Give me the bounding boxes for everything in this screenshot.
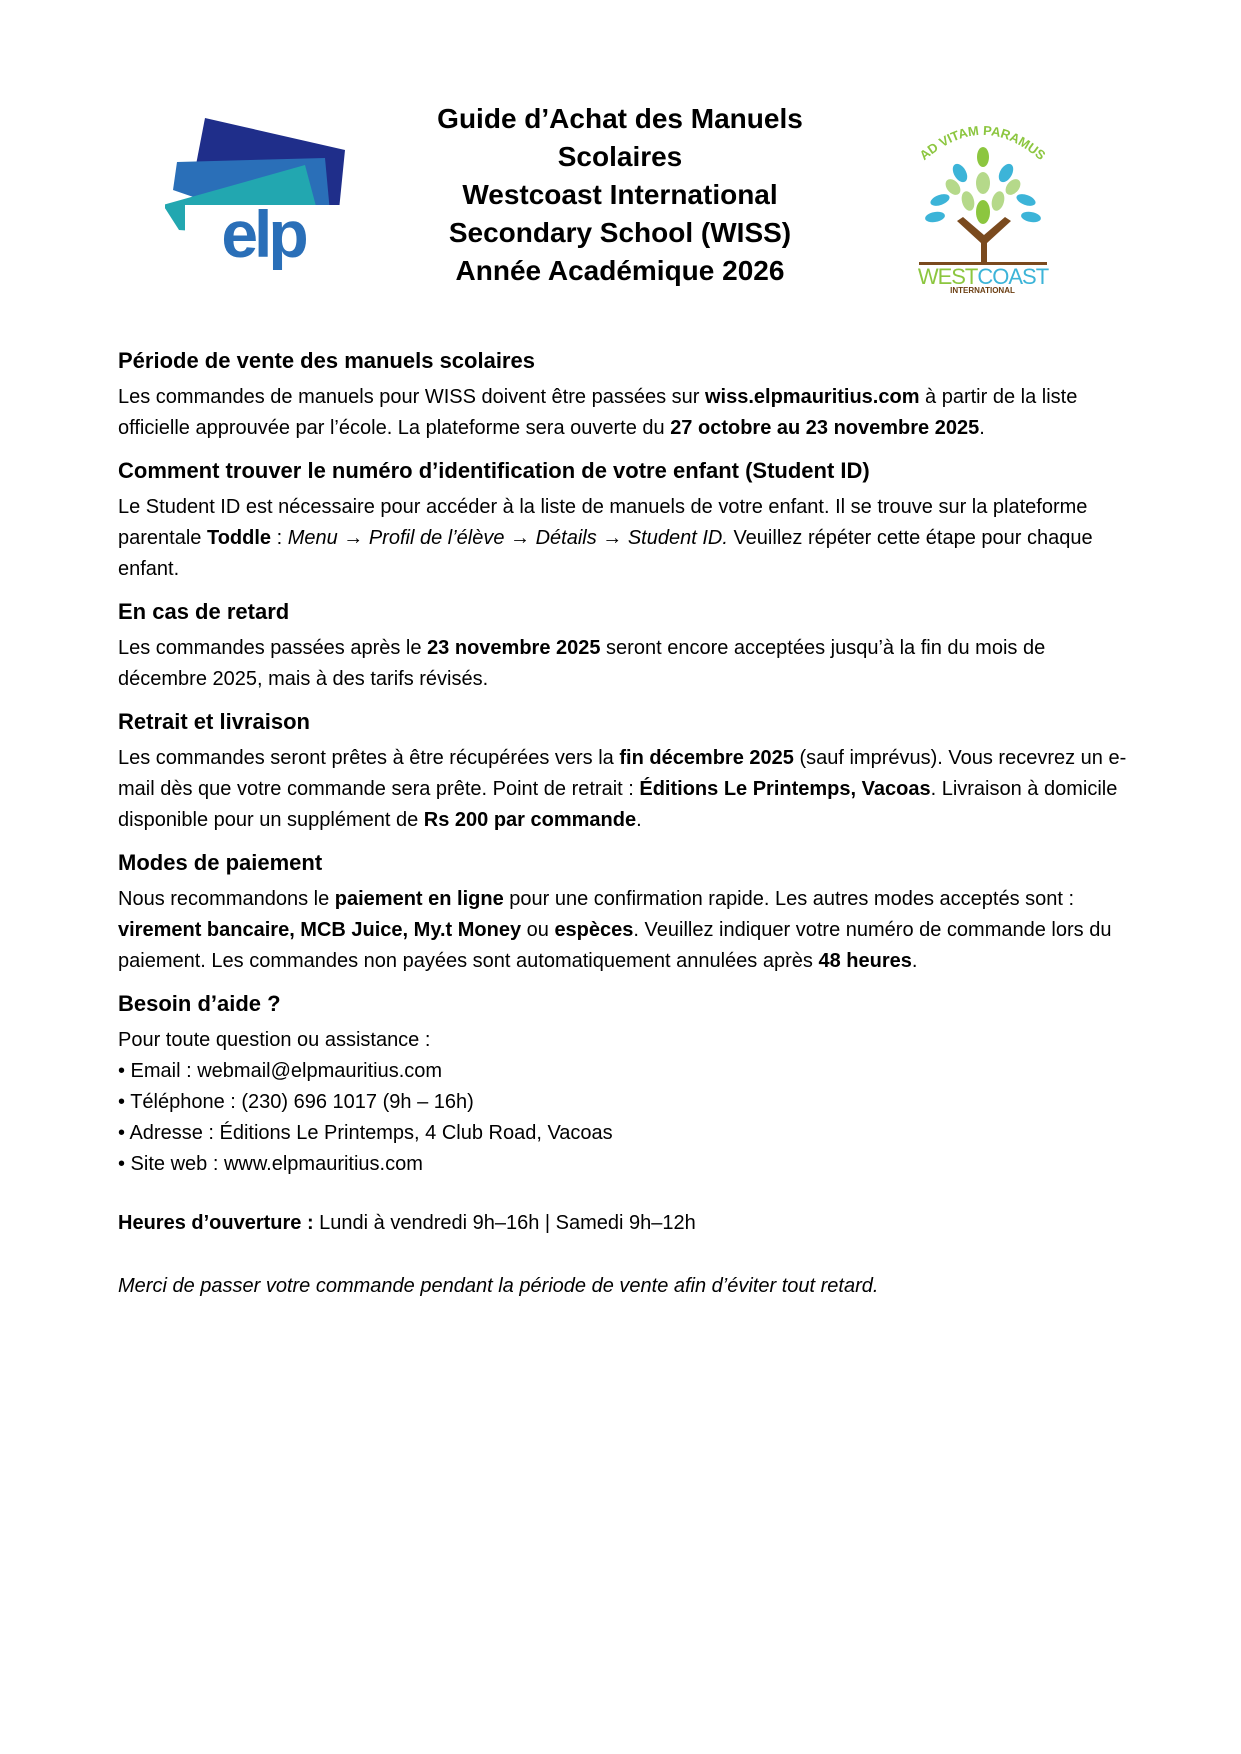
westcoast-tree-logo-icon [905, 115, 1060, 290]
navigation-path: Menu → Profil de l’élève → Détails → Student ID. [287, 527, 728, 549]
school-motto: AD VITAM PARAMUS [916, 122, 1049, 163]
section-paragraph: Le Student ID est nécessaire pour accéder à la liste de manuels de votre enfant. Il se trouve sur la plateforme parentale Toddle : Menu → Profil de l’élève → Détails → Student ID. Veuillez répéter cette étape pour chaque enfant. [118, 496, 1093, 580]
section-paragraph: Les commandes de manuels pour WISS doivent être passées sur wiss.elpmauritius.com à partir de la liste officielle approuvée par l’école. La plateforme sera ouverte du 27 octobre au 23 novembre 2025. [118, 386, 1078, 439]
section-heading: Besoin d’aide ? [118, 991, 281, 1016]
cash-payment: espèces [554, 919, 634, 941]
section-late-orders [118, 597, 1128, 695]
section-student-id [118, 456, 1128, 585]
title-line-1: Guide d’Achat des Manuels [437, 103, 803, 134]
section-pickup-delivery [118, 707, 1128, 836]
title-line-2: Scolaires [557, 141, 683, 172]
section-heading: En cas de retard [118, 599, 290, 624]
sale-dates: 27 octobre au 23 novembre 2025 [670, 417, 980, 439]
section-paragraph: Les commandes seront prêtes à être récupérées vers la fin décembre 2025 (sauf imprévus). Vous recevrez un e-mail dès que votre commande sera prête. Point de retrait : Éditions Le Printemps, Vacoas. Livraison à domicile disponible pour un supplément de Rs 200 par commande. [118, 747, 1127, 831]
title-line-4: Secondary School (WISS) [448, 217, 792, 248]
opening-hours [118, 1208, 1128, 1239]
contact-website[interactable]: • Site web : www.elpmauritius.com [118, 1153, 423, 1175]
document-body [118, 346, 1128, 1302]
section-heading: Période de vente des manuels scolaires [118, 348, 535, 373]
elp-logo-icon [165, 110, 355, 270]
deadline-date: 23 novembre 2025 [427, 637, 601, 659]
cancellation-delay: 48 heures [818, 950, 912, 972]
store-url[interactable]: wiss.elpmauritius.com [704, 386, 920, 408]
title-line-5: Année Académique 2026 [455, 255, 785, 286]
help-intro: Pour toute question ou assistance : [118, 1029, 431, 1051]
pickup-location: Éditions Le Printemps, Vacoas [639, 778, 931, 800]
school-name-line2: INTERNATIONAL [950, 286, 1015, 295]
section-paragraph: Les commandes passées après le 23 novembre 2025 seront encore acceptées jusqu’à la fin du mois de décembre 2025, mais à des tarifs révisés. [118, 637, 1046, 690]
section-help [118, 989, 1128, 1180]
contact-address: • Adresse : Éditions Le Printemps, 4 Club Road, Vacoas [118, 1122, 613, 1144]
contact-email[interactable]: • Email : webmail@elpmauritius.com [118, 1060, 443, 1082]
title-line-3: Westcoast International [462, 179, 778, 210]
section-sale-period [118, 346, 1128, 444]
section-heading: Modes de paiement [118, 850, 323, 875]
section-payment [118, 848, 1128, 977]
section-paragraph: Nous recommandons le paiement en ligne pour une confirmation rapide. Les autres modes acceptés sont : virement bancaire, MCB Juice, My.t Money ou espèces. Veuillez indiquer votre numéro de commande lors du paiement. Les commandes non payées sont automatiquement annulées après 48 heures. [118, 888, 1112, 972]
opening-hours-label: Heures d’ouverture : [118, 1212, 314, 1234]
platform-name: Toddle [206, 527, 272, 549]
school-name-coast: COAST [977, 264, 1049, 289]
pickup-date: fin décembre 2025 [619, 747, 794, 769]
delivery-fee: Rs 200 par commande [423, 809, 637, 831]
payment-methods: virement bancaire, MCB Juice, My.t Money [118, 919, 522, 941]
closing-note: Merci de passer votre commande pendant la période de vente afin d’éviter tout retard. [118, 1275, 879, 1297]
svg-text:elp: elp [221, 197, 305, 270]
school-name-west: WEST [917, 264, 978, 289]
contact-phone: • Téléphone : (230) 696 1017 (9h – 16h) [118, 1091, 474, 1113]
section-heading: Retrait et livraison [118, 709, 310, 734]
opening-hours-value: Lundi à vendredi 9h–16h | Samedi 9h–12h [313, 1212, 696, 1234]
section-heading: Comment trouver le numéro d’identification de votre enfant (Student ID) [118, 458, 870, 483]
document-header [0, 0, 1241, 300]
page-title [400, 100, 840, 290]
online-payment: paiement en ligne [334, 888, 504, 910]
